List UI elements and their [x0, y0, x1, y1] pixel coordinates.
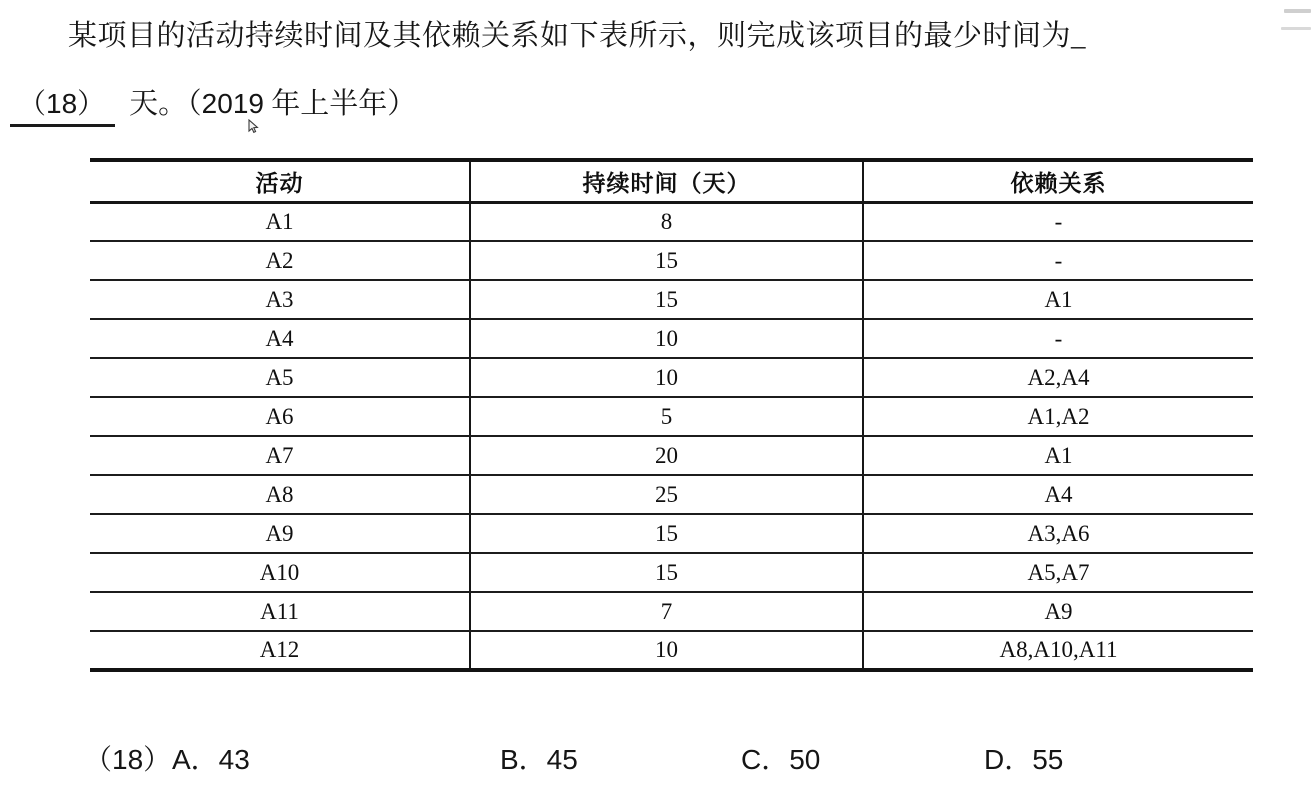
scan-artifact: [1281, 27, 1311, 30]
cell-duration: 7: [470, 592, 863, 631]
cell-activity: A1: [90, 202, 470, 241]
cell-dependency: A3,A6: [863, 514, 1253, 553]
column-header-duration: 持续时间（天）: [470, 160, 863, 202]
cell-duration: 15: [470, 514, 863, 553]
column-header-dependency: 依赖关系: [863, 160, 1253, 202]
cell-duration: 10: [470, 358, 863, 397]
line2-text: 天。（: [129, 88, 202, 120]
activity-table: [90, 158, 1253, 672]
option-d: D．55: [984, 744, 1064, 775]
line2-text-tail: 年上半年）: [263, 88, 417, 120]
option-a: A．43: [172, 744, 250, 775]
table-row: [90, 553, 1253, 592]
cell-dependency: -: [863, 319, 1253, 358]
table-row: [90, 358, 1253, 397]
table-row: [90, 514, 1253, 553]
cell-dependency: A4: [863, 475, 1253, 514]
activity-table-body: [90, 202, 1253, 670]
mouse-cursor-icon: [247, 119, 259, 135]
cell-activity: A8: [90, 475, 470, 514]
table-row: [90, 202, 1253, 241]
question-text-line1: 某项目的活动持续时间及其依赖关系如下表所示，则完成该项目的最少时间为_: [68, 20, 1087, 52]
cell-activity: A2: [90, 241, 470, 280]
question-number: （18）: [84, 744, 172, 775]
cell-activity: A3: [90, 280, 470, 319]
table-row: [90, 592, 1253, 631]
table-row: [90, 475, 1253, 514]
column-header-activity: 活动: [90, 160, 470, 202]
cell-duration: 25: [470, 475, 863, 514]
cell-duration: 10: [470, 319, 863, 358]
cell-activity: A7: [90, 436, 470, 475]
option-b: B．45: [500, 744, 578, 775]
option-c: C．50: [741, 744, 821, 775]
cell-duration: 20: [470, 436, 863, 475]
cell-activity: A6: [90, 397, 470, 436]
exam-year: 2019: [201, 88, 264, 119]
table-row: [90, 241, 1253, 280]
table-row: [90, 631, 1253, 670]
cell-dependency: A8,A10,A11: [863, 631, 1253, 670]
cell-activity: A10: [90, 553, 470, 592]
answer-options-row: [0, 738, 1311, 778]
cell-duration: 5: [470, 397, 863, 436]
cell-activity: A4: [90, 319, 470, 358]
table-row: [90, 280, 1253, 319]
table-row: [90, 436, 1253, 475]
cell-duration: 15: [470, 241, 863, 280]
question-line2-segment: [129, 88, 416, 120]
cell-dependency: A9: [863, 592, 1253, 631]
table-row: [90, 319, 1253, 358]
cell-dependency: -: [863, 202, 1253, 241]
cell-activity: A5: [90, 358, 470, 397]
scan-artifact: [1284, 9, 1311, 13]
cell-dependency: A1: [863, 436, 1253, 475]
cell-activity: A12: [90, 631, 470, 670]
table-row: [90, 397, 1253, 436]
cell-duration: 15: [470, 553, 863, 592]
cell-dependency: A1: [863, 280, 1253, 319]
cell-duration: 8: [470, 202, 863, 241]
cell-dependency: A1,A2: [863, 397, 1253, 436]
question-text-line2: [10, 81, 416, 127]
answer-blank-number: （18）: [10, 82, 115, 127]
header-row: [90, 160, 1253, 202]
cell-duration: 10: [470, 631, 863, 670]
cell-duration: 15: [470, 280, 863, 319]
cell-dependency: -: [863, 241, 1253, 280]
cell-activity: A11: [90, 592, 470, 631]
cell-dependency: A5,A7: [863, 553, 1253, 592]
activity-table-header: [90, 160, 1253, 202]
cell-activity: A9: [90, 514, 470, 553]
cell-dependency: A2,A4: [863, 358, 1253, 397]
